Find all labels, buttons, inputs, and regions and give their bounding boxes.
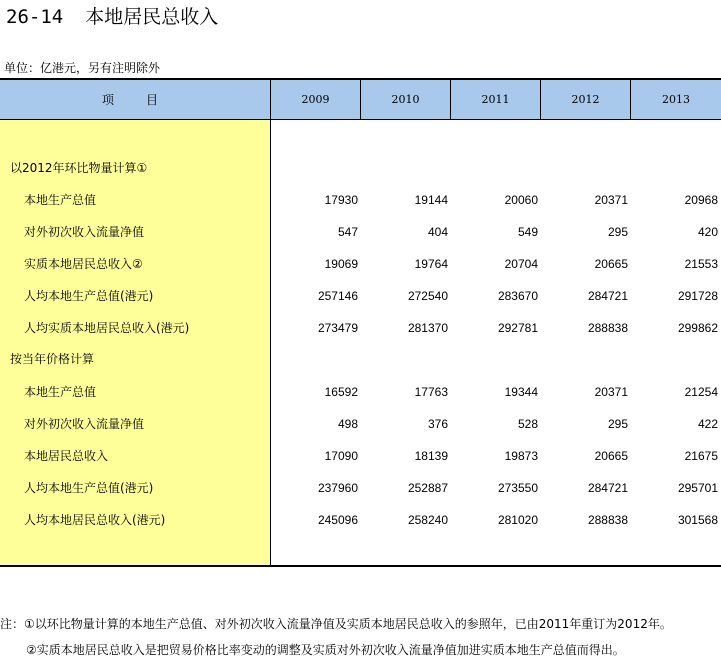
cell-2011: 549 — [517, 225, 538, 239]
table-row-section — [0, 152, 721, 184]
table-row — [0, 472, 721, 504]
cell-2013: 291728 — [677, 289, 718, 303]
header-divider — [450, 80, 451, 120]
cell-2009: 273479 — [317, 321, 358, 335]
cell-2013: 21254 — [684, 385, 718, 399]
row-label: 人均实质本地居民总收入(港元) — [24, 321, 190, 335]
table-row — [0, 504, 721, 536]
column-header-item: 项 目 — [101, 93, 168, 107]
cell-2011: 292781 — [497, 321, 538, 335]
column-header-2012: 2012 — [571, 93, 600, 106]
table-row — [0, 408, 721, 440]
cell-2009: 237960 — [317, 481, 358, 495]
row-label: 按当年价格计算 — [10, 352, 95, 366]
cell-2013: 420 — [697, 225, 718, 239]
column-header-2011: 2011 — [481, 93, 510, 106]
row-label: 以2012年环比物量计算① — [10, 161, 148, 175]
cell-2010: 19764 — [414, 257, 448, 271]
table-title: 本地居民总收入 — [85, 6, 219, 28]
cell-2009: 16592 — [324, 385, 358, 399]
row-label: 人均本地居民总收入(港元) — [24, 513, 166, 527]
cell-2013: 299862 — [677, 321, 718, 335]
row-label: 实质本地居民总收入② — [24, 257, 143, 271]
cell-2012: 295 — [607, 225, 628, 239]
column-header-2009: 2009 — [301, 93, 330, 106]
footnote-1: 注：①以环比物量计算的本地生产总值、对外初次收入流量净值及实质本地居民总收入的参照年，已由2011年重订为2012年。 — [0, 617, 672, 631]
table-header-row — [0, 80, 721, 120]
row-label: 对外初次收入流量净值 — [24, 417, 145, 431]
header-divider — [360, 80, 361, 120]
cell-2010: 18139 — [414, 449, 448, 463]
row-label: 本地生产总值 — [24, 193, 97, 207]
footnote-2: ②实质本地居民总收入是把贸易价格比率变动的调整及实质对外初次收入流量净值加进实质本地生产总值而得出。 — [26, 643, 625, 657]
table-bottom-rule — [0, 565, 721, 567]
cell-2011: 20704 — [504, 257, 538, 271]
cell-2012: 288838 — [587, 513, 628, 527]
table-row — [0, 440, 721, 472]
cell-2011: 19873 — [504, 449, 538, 463]
cell-2012: 20371 — [594, 193, 628, 207]
table-row — [0, 376, 721, 408]
cell-2013: 301568 — [677, 513, 718, 527]
cell-2009: 19069 — [324, 257, 358, 271]
cell-2010: 404 — [427, 225, 448, 239]
cell-2009: 245096 — [317, 513, 358, 527]
row-label: 人均本地生产总值(港元) — [24, 481, 154, 495]
table-row — [0, 184, 721, 216]
row-label: 本地生产总值 — [24, 385, 97, 399]
cell-2011: 19344 — [504, 385, 538, 399]
cell-2013: 422 — [697, 417, 718, 431]
page-title — [6, 4, 218, 30]
table-row-section — [0, 343, 721, 375]
footnotes — [0, 614, 672, 666]
cell-2009: 257146 — [317, 289, 358, 303]
cell-2012: 20665 — [594, 257, 628, 271]
table-number: 26-14 — [6, 6, 64, 28]
cell-2013: 20968 — [684, 193, 718, 207]
cell-2010: 281370 — [407, 321, 448, 335]
column-header-2010: 2010 — [391, 93, 420, 106]
unit-note: 单位：亿港元，另有注明除外 — [4, 61, 161, 75]
cell-2013: 21553 — [684, 257, 718, 271]
cell-2010: 17763 — [414, 385, 448, 399]
table-row — [0, 248, 721, 280]
cell-2012: 20665 — [594, 449, 628, 463]
cell-2011: 273550 — [497, 481, 538, 495]
row-label: 对外初次收入流量净值 — [24, 225, 145, 239]
cell-2012: 284721 — [587, 481, 628, 495]
cell-2011: 283670 — [497, 289, 538, 303]
column-header-2013: 2013 — [662, 93, 690, 106]
cell-2013: 295701 — [677, 481, 718, 495]
header-divider — [540, 80, 541, 120]
cell-2010: 19144 — [414, 193, 448, 207]
cell-2011: 528 — [517, 417, 538, 431]
table-row — [0, 312, 721, 344]
cell-2010: 252887 — [407, 481, 448, 495]
cell-2009: 17930 — [324, 193, 358, 207]
row-label: 本地居民总收入 — [24, 449, 109, 463]
row-label: 人均本地生产总值(港元) — [24, 289, 154, 303]
table-row — [0, 216, 721, 248]
cell-2011: 20060 — [504, 193, 538, 207]
cell-2009: 498 — [337, 417, 358, 431]
cell-2010: 376 — [427, 417, 448, 431]
table-row — [0, 280, 721, 312]
cell-2012: 20371 — [594, 385, 628, 399]
cell-2009: 547 — [337, 225, 358, 239]
header-divider — [630, 80, 631, 120]
cell-2012: 295 — [607, 417, 628, 431]
cell-2012: 284721 — [587, 289, 628, 303]
cell-2010: 272540 — [407, 289, 448, 303]
cell-2013: 21675 — [684, 449, 718, 463]
cell-2011: 281020 — [497, 513, 538, 527]
cell-2010: 258240 — [407, 513, 448, 527]
cell-2009: 17090 — [324, 449, 358, 463]
cell-2012: 288838 — [587, 321, 628, 335]
